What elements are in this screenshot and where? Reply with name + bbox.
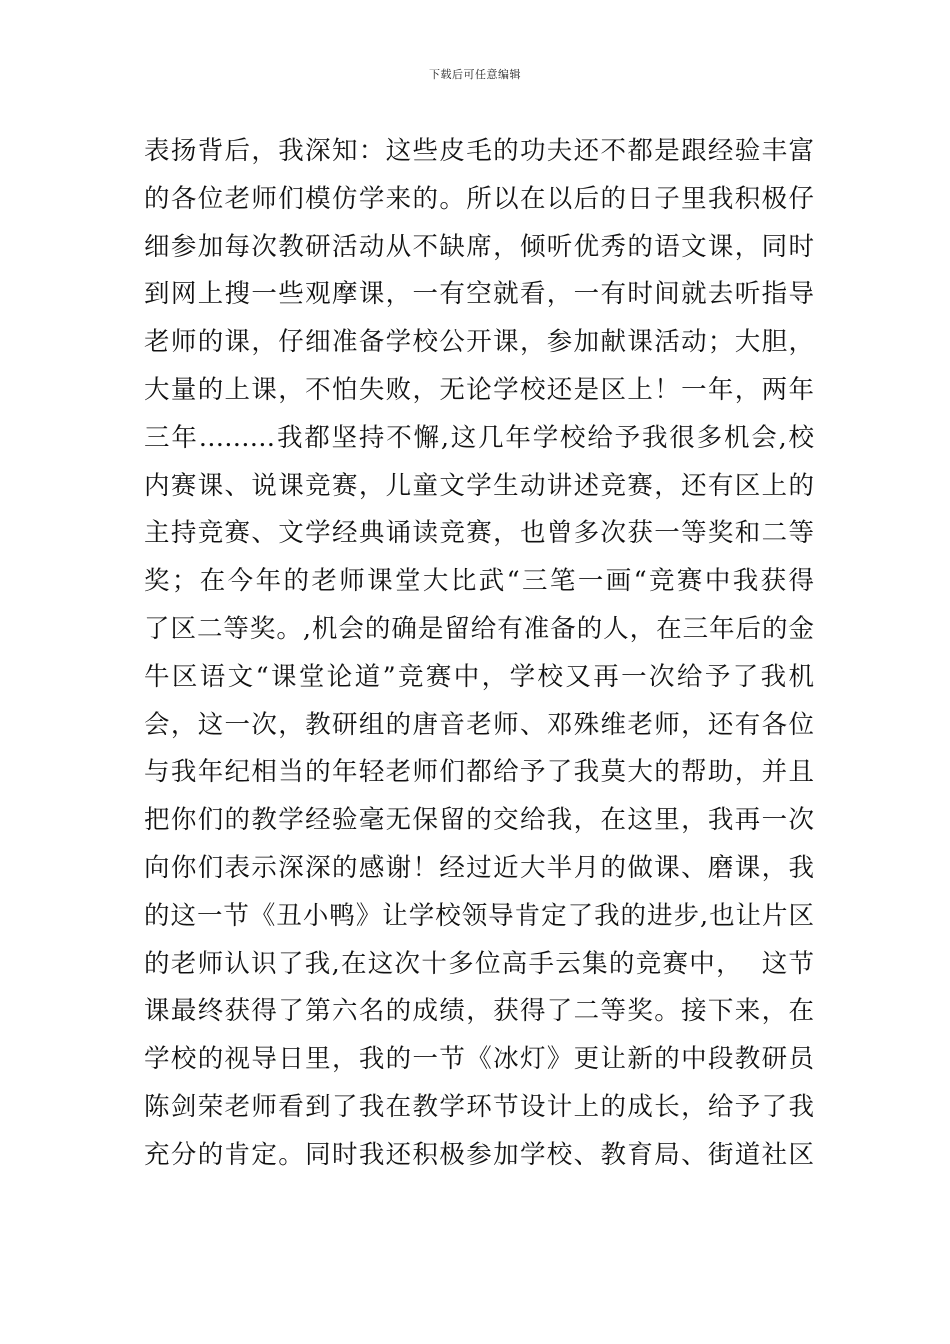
text-line: 充分的肯定。同时我还积极参加学校、教育局、街道社区 xyxy=(144,1139,814,1170)
text-line: 奖；在今年的老师课堂大比武“三笔一画“竞赛中我获得 xyxy=(144,566,814,597)
text-line: 表扬背后，我深知：这些皮毛的功夫还不都是跟经验丰富 xyxy=(144,136,814,166)
text-line: 牛区语文“课堂论道”竞赛中，学校又再一次给予了我机 xyxy=(144,661,814,692)
text-line: 大量的上课，不怕失败，无论学校还是区上！一年，两年 xyxy=(144,374,814,405)
body-paragraph xyxy=(144,128,814,1180)
text-line: 三年………我都坚持不懈,这几年学校给予我很多机会,校 xyxy=(144,422,814,453)
text-line: 向你们表示深深的感谢！经过近大半月的做课、磨课，我 xyxy=(144,852,814,883)
text-line: 课最终获得了第六名的成绩，获得了二等奖。接下来，在 xyxy=(144,996,814,1027)
text-line: 的这一节《丑小鸭》让学校领导肯定了我的进步,也让片区 xyxy=(144,900,814,931)
text-line: 细参加每次教研活动从不缺席，倾听优秀的语文课，同时 xyxy=(144,231,814,262)
text-line: 的各位老师们模仿学来的。所以在以后的日子里我积极仔 xyxy=(144,183,814,214)
text-line: 内赛课、说课竞赛，儿童文学生动讲述竞赛，还有区上的 xyxy=(144,470,814,501)
text-line: 老师的课，仔细准备学校公开课，参加献课活动；大胆， xyxy=(144,327,814,358)
text-line: 了区二等奖。,机会的确是留给有准备的人，在三年后的金 xyxy=(144,613,814,644)
text-line: 到网上搜一些观摩课，一有空就看，一有时间就去听指导 xyxy=(144,279,814,310)
text-line: 把你们的教学经验毫无保留的交给我，在这里，我再一次 xyxy=(144,805,814,836)
text-line: 学校的视导日里，我的一节《冰灯》更让新的中段教研员 xyxy=(144,1044,814,1075)
text-line: 的老师认识了我,在这次十多位高手云集的竞赛中， 这节 xyxy=(144,948,814,979)
text-line: 主持竞赛、文学经典诵读竞赛，也曾多次获一等奖和二等 xyxy=(144,518,814,549)
text-line: 陈剑荣老师看到了我在教学环节设计上的成长，给予了我 xyxy=(144,1091,814,1122)
text-line: 会，这一次，教研组的唐音老师、邓殊维老师，还有各位 xyxy=(144,709,814,740)
text-line: 与我年纪相当的年轻老师们都给予了我莫大的帮助，并且 xyxy=(144,757,814,788)
page-header: 下载后可任意编辑 xyxy=(429,68,521,81)
